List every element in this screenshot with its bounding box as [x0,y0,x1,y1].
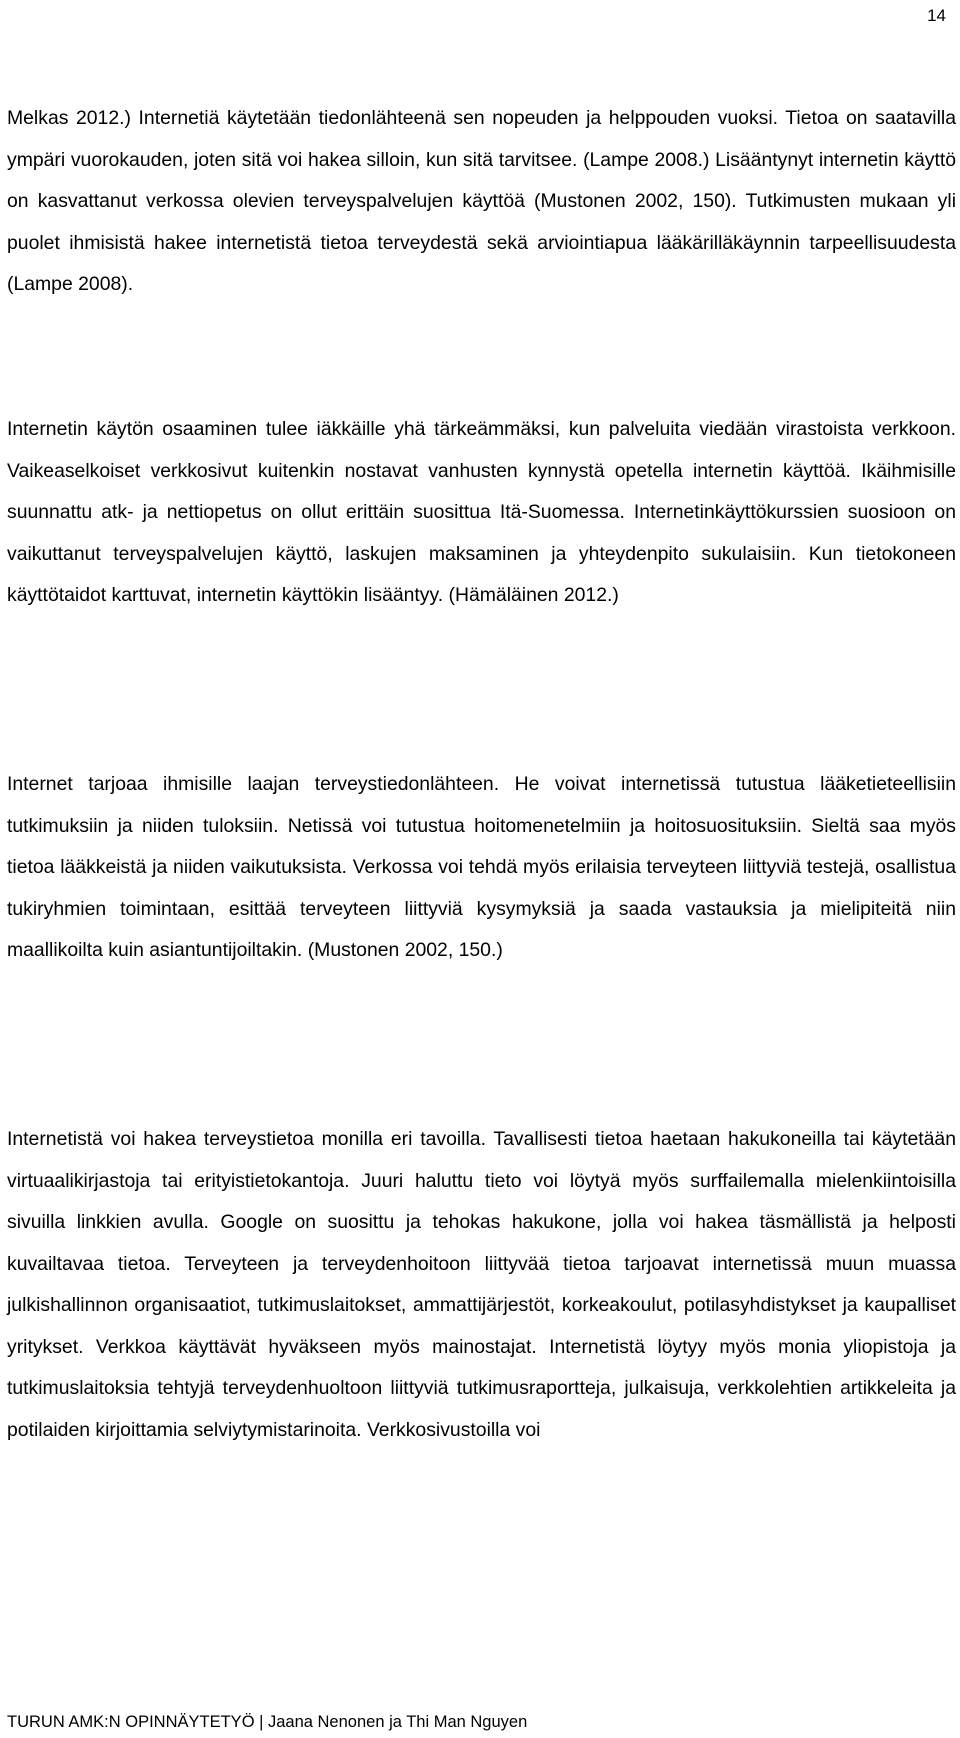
page-number: 14 [927,6,946,25]
body-paragraph: Internet tarjoaa ihmisille laajan terveystiedonlähteen. He voivat internetissä tutustua lääketieteellisiin tutkimuksiin ja niiden tuloksiin. Netissä voi tutustua hoitomenetelmiin ja hoitosuosituksiin. Sieltä saa myös tietoa lääkkeistä ja niiden vaikutuksista. Verkossa voi tehdä myös erilaisia terveyteen liittyviä testejä, osallistua tukiryhmien toimintaan, esittää terveyteen liittyviä kysymyksiä ja saada vastauksia ja mielipiteitä niin maallikoilta kuin asiantuntijoiltakin. (Mustonen 2002, 150.) [7,773,956,961]
page-footer: TURUN AMK:N OPINNÄYTETYÖ | Jaana Nenonen ja Thi Man Nguyen [7,1713,528,1731]
body-paragraph: Melkas 2012.) Internetiä käytetään tiedonlähteenä sen nopeuden ja helppouden vuoksi. Tietoa on saatavilla ympäri vuorokauden, joten sitä voi hakea silloin, kun sitä tarvitsee. (Lampe 2008.) Lisääntynyt internetin käyttö on kasvattanut verkossa olevien terveyspalvelujen käyttöä (Mustonen 2002, 150). Tutkimusten mukaan yli puolet ihmisistä hakee internetistä tietoa terveydestä sekä arviointiapua lääkärilläkäynnin tarpeellisuudesta (Lampe 2008). [7,107,956,295]
body-paragraph: Internetin käytön osaaminen tulee iäkkäille yhä tärkeämmäksi, kun palveluita viedään virastoista verkkoon. Vaikeaselkoiset verkkosivut kuitenkin nostavat vanhusten kynnystä opetella internetin käyttöä. Ikäihmisille suunnattu atk- ja nettiopetus on ollut erittäin suosittua Itä-Suomessa. Internetinkäyttökurssien suosioon on vaikuttanut terveyspalvelujen käyttö, laskujen maksaminen ja yhteydenpito sukulaisiin. Kun tietokoneen käyttötaidot karttuvat, internetin käyttökin lisääntyy. (Hämäläinen 2012.) [7,418,956,606]
body-paragraph: Internetistä voi hakea terveystietoa monilla eri tavoilla. Tavallisesti tietoa haetaan hakukoneilla tai käytetään virtuaalikirjastoja tai erityistietokantoja. Juuri haluttu tieto voi löytyä myös surffailemalla mielenkiintoisilla sivuilla linkkien avulla. Google on suosittu ja tehokas hakukone, jolla voi hakea täsmällistä ja helposti kuvailtavaa tietoa. Terveyteen ja terveydenhoitoon liittyvää tietoa tarjoavat internetissä muun muassa julkishallinnon organisaatiot, tutkimuslaitokset, ammattijärjestöt, korkeakoulut, potilasyhdistykset ja kaupalliset yritykset. Verkkoa käyttävät hyväkseen myös mainostajat. Internetistä löytyy myös monia yliopistoja ja tutkimuslaitoksia tehtyjä terveydenhuoltoon liittyviä tutkimusraportteja, julkaisuja, verkkolehtien artikkeleita ja potilaiden kirjoittamia selviytymistarinoita. Verkkosivustoilla voi [7,1128,956,1441]
